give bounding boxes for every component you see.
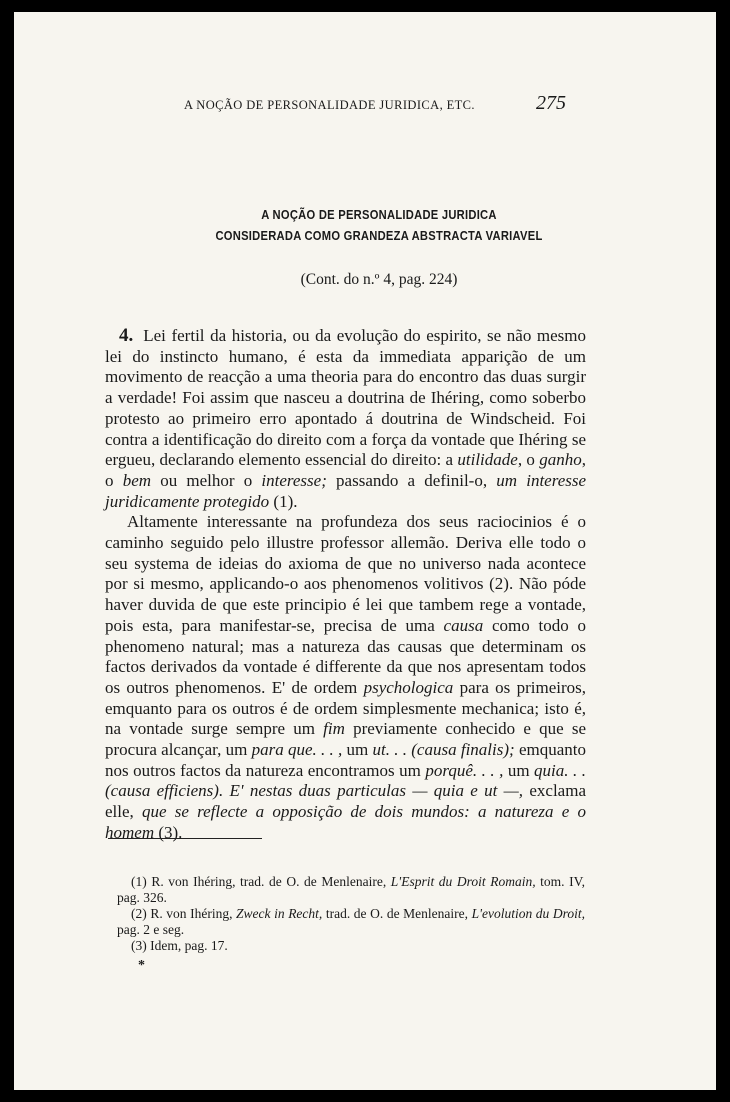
paragraph-2: Altamente interessante na profundeza dos seus raciocinios é o caminho seguido pelo illustre professor allemão. Deriva elle todo o seu systema de ideias do axioma de que no universo nada acontece por si mesmo, applicando-o aos phenomenos volitivos (2). Não póde haver duvida de que este principio é lei que tambem rege a vontade, pois esta, para manifestar-se, precisa de uma causa como todo o phenomeno natural; mas a natureza das causas que determinam os factos derivados da vontade é differente da que nos apresentam todos os outros phenomenos. E' de ordem psychologica para os primeiros, emquanto para os outros é de ordem simplesmente mechanica; isto é, na vontade surge sempre um fim previamente conhecido e que se procura alcançar, um para que. . . , um ut. . . (causa finalis); emquanto nos outros factos da natureza encontramos um porquê. . . , um quia. . . (causa efficiens). E' nestas duas particulas — quia e ut —, exclama elle, que se reflecte a opposição de dois mundos: a natureza e o homem (3).	[105, 512, 586, 842]
paragraph-number: 4.	[119, 325, 134, 346]
page-sheet	[14, 12, 716, 1090]
paragraph-1: 4. Lei fertil da historia, ou da evolução do espirito, se não mesmo lei do instincto humano, é esta da immediata apparição de um movimento de reacção a uma theoria para do encontro das duas surgir a verdade! Foi assim que nasceu a doutrina de Ihéring, como soberbo protesto ao primeiro erro apontado á doutrina de Windscheid. Foi contra a identificação do direito com a força da vontade que Ihéring se ergueu, declarando elemento essencial do direito: a utilidade, o ganho, o bem ou melhor o interesse; passando a definil-o, um interesse juridicamente protegido (1).	[105, 325, 587, 511]
footnote-1: (1) R. von Ihéring, trad. de O. de Menlenaire, L'Esprit du Droit Romain, tom. IV, pag. 326.	[117, 874, 585, 905]
signature-mark: *	[138, 958, 145, 973]
article-title-line-2: CONSIDERADA COMO GRANDEZA ABSTRACTA VARIAVEL	[215, 228, 543, 243]
article-title-line-1: A NOÇÃO DE PERSONALIDADE JURIDICA	[261, 207, 497, 222]
continuation-note: (Cont. do n.º 4, pag. 224)	[300, 271, 458, 288]
footnotes	[117, 874, 585, 954]
article-title	[186, 204, 573, 246]
body-text	[105, 326, 586, 844]
footnote-3: (3) Idem, pag. 17.	[131, 938, 228, 953]
running-head: A NOÇÃO DE PERSONALIDADE JURIDICA, ETC.	[184, 98, 475, 112]
footnote-divider	[108, 838, 262, 839]
footnote-2: (2) R. von Ihéring, Zweck in Recht, trad. de O. de Menlenaire, L'evolution du Droit, pag. 2 e seg.	[117, 906, 585, 937]
page-number: 275	[536, 92, 566, 114]
